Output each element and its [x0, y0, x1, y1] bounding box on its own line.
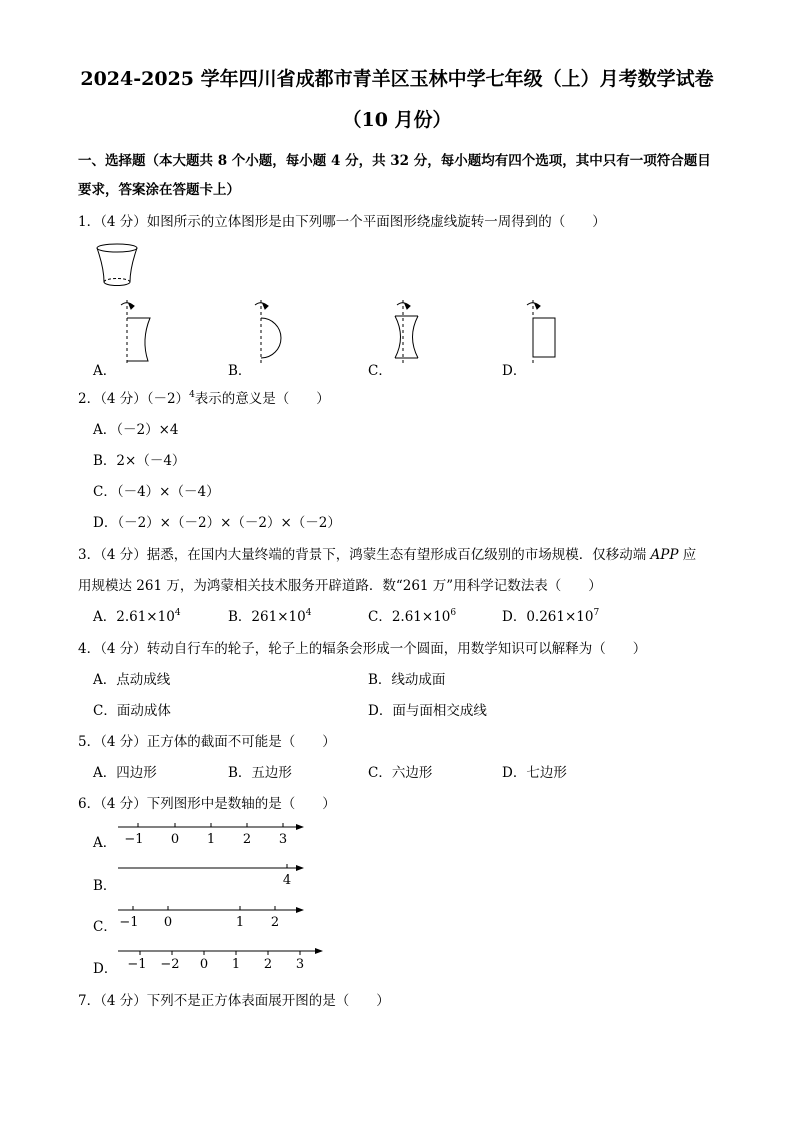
- q6-option-b-label: B．: [93, 878, 117, 894]
- q1-stem: 1．（4 分）如图所示的立体图形是由下列哪一个平面图形绕虚线旋转一周得到的（ ）: [78, 214, 606, 230]
- q6-axis-a-tick-label: 0: [170, 832, 180, 847]
- q2-stem: 2．（4 分）$(-2)^4$表示的意义是（ ）: [78, 390, 330, 407]
- q6-option-a-label: A．: [93, 835, 117, 851]
- q4-option-d: D．面与面相交成线: [368, 703, 487, 719]
- q4-option-c: C．面动成体: [93, 703, 171, 719]
- q3-stem-line2: 用规模达 261 万，为鸿蒙相关技术服务开辟道路．数“261 万”用科学记数法表（ ）: [78, 578, 602, 594]
- q4-option-a: A．点动成线: [93, 672, 171, 688]
- q1-solid-figure: [97, 244, 137, 286]
- q6-axis-d: [118, 951, 322, 955]
- q3-option-b: B．$261\times 10^4$: [228, 608, 312, 625]
- q1-option-b-figure: [255, 300, 281, 364]
- q5-stem: 5．（4 分）正方体的截面不可能是（ ）: [78, 734, 336, 750]
- q6-axis-d-tick-label: −1: [127, 957, 147, 972]
- q6-axis-a-tick-label: −1: [124, 832, 144, 847]
- q1-figures: [0, 0, 794, 380]
- q1-option-a-figure: [121, 300, 150, 364]
- q6-number-lines: [0, 815, 794, 980]
- q6-axis-c-tick-label: −1: [119, 915, 139, 930]
- q6-axis-a: [118, 823, 303, 827]
- q6-axis-a-tick-label: 3: [278, 832, 288, 847]
- q2-option-c: C．（－4）×（－4）: [93, 484, 220, 500]
- page-title: 2024-2025 学年四川省成都市青羊区玉林中学七年级（上）月考数学试卷: [80, 68, 714, 90]
- page-subtitle: （10 月份）: [342, 109, 452, 131]
- q6-axis-a-tick-label: 1: [206, 832, 216, 847]
- q6-axis-b-tick-label: 4: [282, 873, 292, 888]
- q5-option-b: B．五边形: [228, 765, 292, 781]
- q1-option-a-label: A．: [93, 363, 117, 379]
- section-header-line1: 一、选择题（本大题共 8 个小题，每小题 4 分，共 32 分，每小题均有四个选项，其中只有一项符合题目: [78, 153, 711, 169]
- q6-axis-d-tick-label: 3: [295, 957, 305, 972]
- q2-option-a: A．（－2）×4: [93, 422, 179, 438]
- q3-option-c: C．$2.61\times 10^6$: [368, 608, 457, 625]
- q6-axis-a-tick-label: 2: [242, 832, 252, 847]
- q4-option-b: B．线动成面: [368, 672, 446, 688]
- q1-option-d-figure: [527, 300, 555, 366]
- q5-option-c: C．六边形: [368, 765, 433, 781]
- q2-option-d: D．（－2）×（－2）×（－2）×（－2）: [93, 515, 341, 531]
- q1-option-b-label: B．: [228, 363, 252, 379]
- q7-stem: 7．（4 分）下列不是正方体表面展开图的是（ ）: [78, 993, 390, 1009]
- q2-option-b: B．2×（－4）: [93, 453, 186, 469]
- q5-option-d: D．七边形: [502, 765, 567, 781]
- q3-option-d: D．$0.261\times 10^7$: [502, 608, 600, 625]
- q3-stem-line1: 3．（4 分）据悉，在国内大量终端的背景下，鸿蒙生态有望形成百亿级别的市场规模．仅移动端 APP 应: [78, 547, 697, 563]
- q5-option-a: A．四边形: [93, 765, 157, 781]
- q6-stem: 6．（4 分）下列图形中是数轴的是（ ）: [78, 796, 336, 812]
- q4-stem: 4．（4 分）转动自行车的轮子，轮子上的辐条会形成一个圆面，用数学知识可以解释为（ ）: [78, 641, 647, 657]
- q6-axis-d-tick-label: 1: [231, 957, 241, 972]
- q1-option-c-figure: [395, 300, 418, 366]
- q6-option-c-label: C．: [93, 919, 117, 935]
- q6-axis-c: [118, 906, 303, 910]
- q3-option-a: A．$2.61\times 10^4$: [93, 608, 181, 625]
- q6-axis-d-tick-label: 2: [263, 957, 273, 972]
- q6-axis-c-tick-label: 0: [163, 915, 173, 930]
- q6-axis-d-tick-label: 0: [199, 957, 209, 972]
- q6-axis-c-tick-label: 2: [270, 915, 280, 930]
- q6-axis-b: [118, 864, 303, 868]
- q1-option-c-label: C．: [368, 363, 392, 379]
- q6-option-d-label: D．: [93, 961, 118, 977]
- q6-axis-c-tick-label: 1: [235, 915, 245, 930]
- q1-option-d-label: D．: [502, 363, 527, 379]
- section-header-line2: 要求，答案涂在答题卡上）: [78, 182, 240, 198]
- q6-axis-d-tick-label: −2: [160, 957, 180, 972]
